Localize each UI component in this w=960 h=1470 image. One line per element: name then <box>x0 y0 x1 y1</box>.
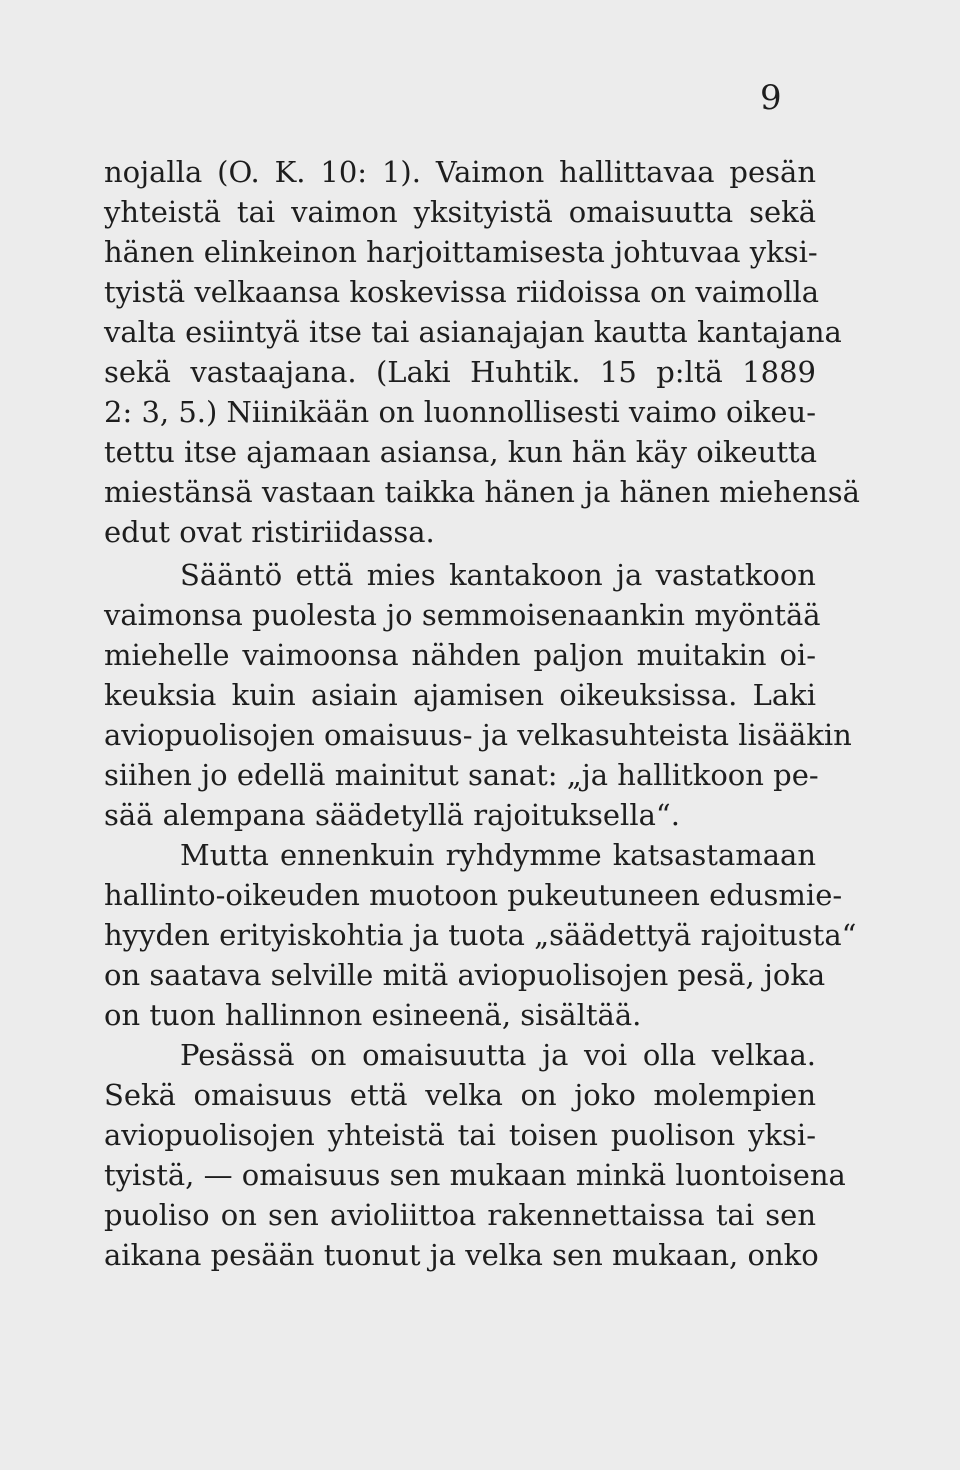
text-line: on saatava selville mitä aviopuolisojen pesä, joka <box>104 958 826 992</box>
text-line: miehelle vaimoonsa nähden paljon muitakin oi- <box>104 638 816 672</box>
text-line: sää alempana säädetyllä rajoituksella“. <box>104 798 680 832</box>
text-line: sekä vastaajana. (Laki Huhtik. 15 p:ltä 1889 <box>104 355 816 389</box>
page-number: 9 <box>760 78 782 118</box>
text-line: 2: 3, 5.) Niinikään on luonnollisesti vaimo oikeu- <box>104 395 817 429</box>
text-line: aviopuolisojen yhteistä tai toisen puolison yksi- <box>104 1118 816 1152</box>
text-line: keuksia kuin asiain ajamisen oikeuksissa. Laki <box>104 678 816 712</box>
text-line: aikana pesään tuonut ja velka sen mukaan, onko <box>104 1238 819 1272</box>
text-line: hänen elinkeinon harjoittamisesta johtuvaa yksi- <box>104 235 818 269</box>
text-line: hyyden erityiskohtia ja tuota „säädettyä rajoitusta“ <box>104 918 857 952</box>
text-line: tettu itse ajamaan asiansa, kun hän käy oikeutta <box>104 435 817 469</box>
text-line: tyistä velkaansa koskevissa riidoissa on vaimolla <box>104 275 820 309</box>
text-line: aviopuolisojen omaisuus- ja velkasuhteista lisääkin <box>104 718 852 752</box>
text-line: siihen jo edellä mainitut sanat: „ja hallitkoon pe- <box>104 758 819 792</box>
text-line: valta esiintyä itse tai asianajajan kautta kantajana <box>104 315 842 349</box>
text-line: on tuon hallinnon esineenä, sisältää. <box>104 998 642 1032</box>
text-line: Sääntö että mies kantakoon ja vastatkoon <box>180 558 816 592</box>
text-line: tyistä, — omaisuus sen mukaan minkä luontoisena <box>104 1158 846 1192</box>
text-line: vaimonsa puolesta jo semmoisenaankin myöntää <box>104 598 821 632</box>
text-line: miestänsä vastaan taikka hänen ja hänen miehensä <box>104 475 860 509</box>
text-line: Sekä omaisuus että velka on joko molempien <box>104 1078 816 1112</box>
text-line: nojalla (O. K. 10: 1). Vaimon hallittavaa pesän <box>104 155 816 189</box>
text-line: Pesässä on omaisuutta ja voi olla velkaa. <box>180 1038 816 1072</box>
text-line: Mutta ennenkuin ryhdymme katsastamaan <box>180 838 816 872</box>
text-line: edut ovat ristiriidassa. <box>104 515 435 549</box>
text-line: hallinto-oikeuden muotoon pukeutuneen edusmie- <box>104 878 843 912</box>
text-line: puoliso on sen avioliittoa rakennettaissa tai sen <box>104 1198 816 1232</box>
text-line: yhteistä tai vaimon yksityistä omaisuutta sekä <box>104 195 816 229</box>
